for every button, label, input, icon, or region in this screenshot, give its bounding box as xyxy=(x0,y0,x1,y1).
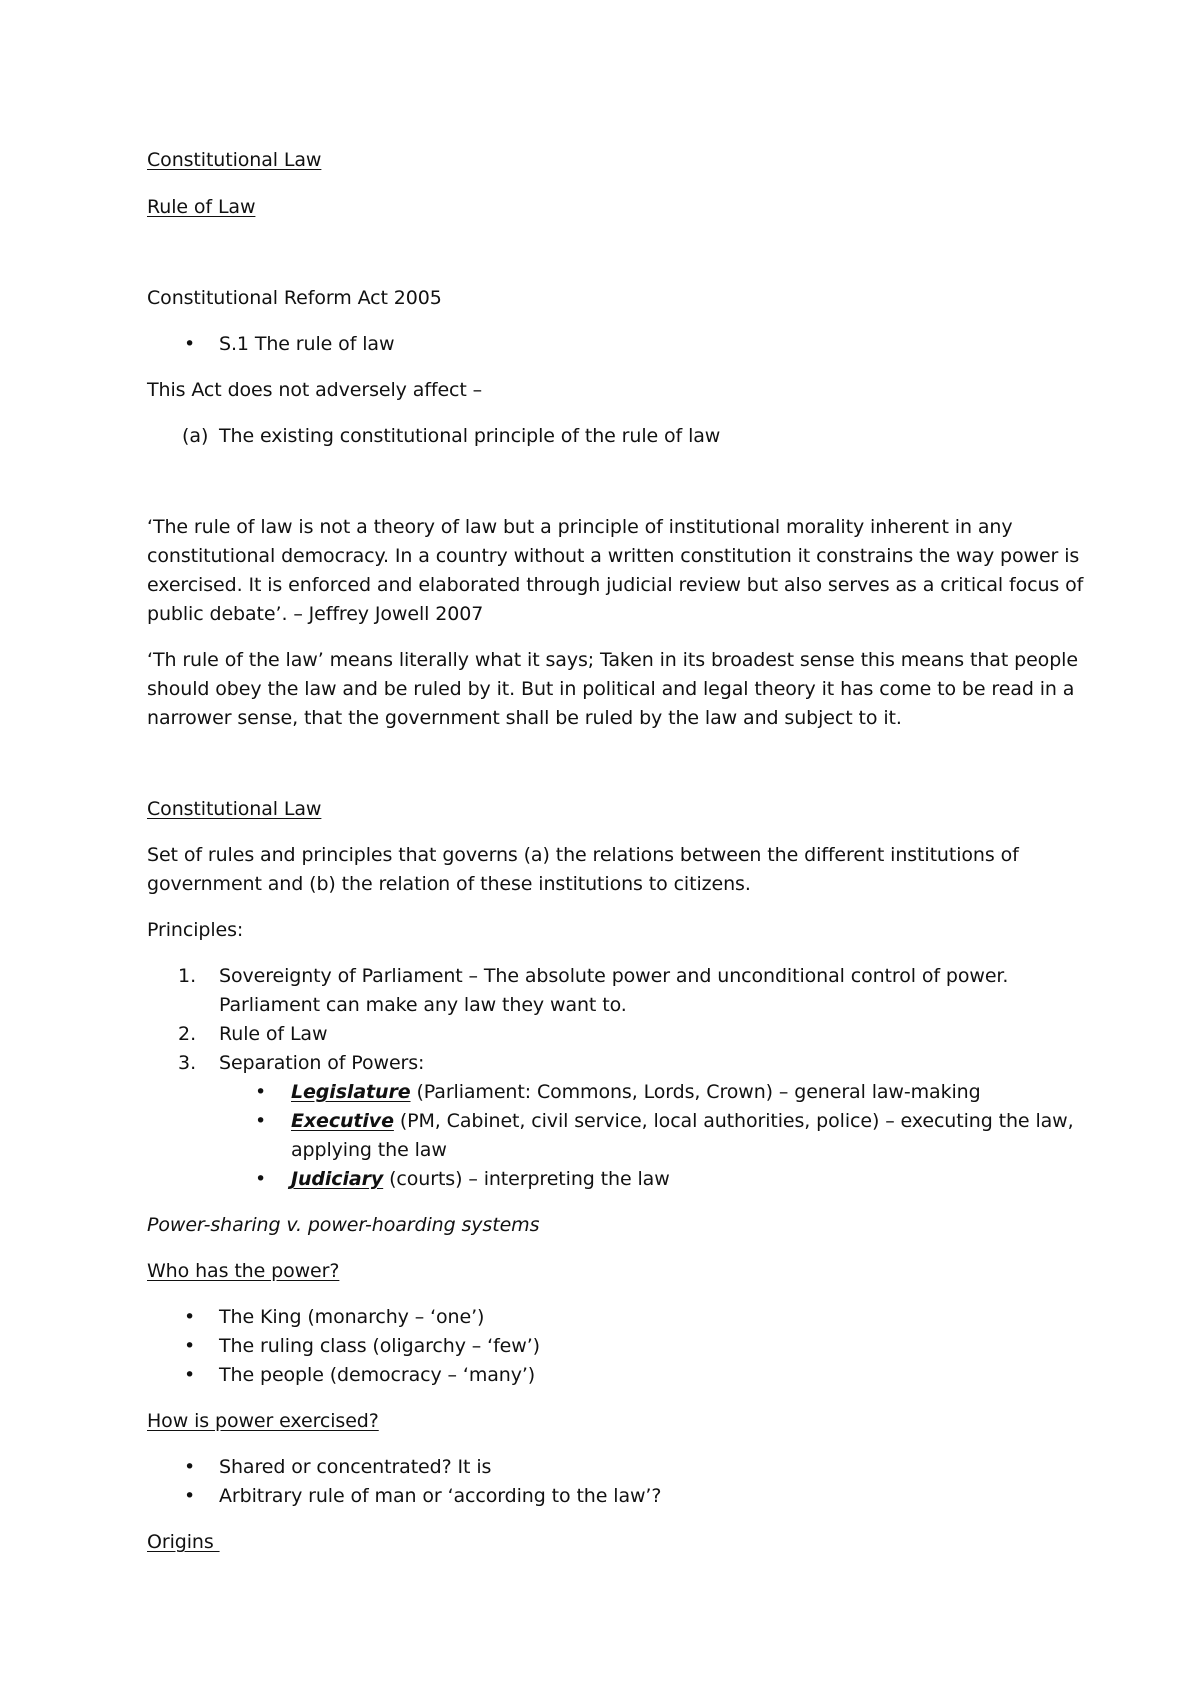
quote-jowell-line: ‘The rule of law is not a theory of law but a principle of institutional morality inherent in any xyxy=(147,516,1013,538)
bullet-icon: • xyxy=(184,1456,196,1478)
act-intro: This Act does not adversely affect – xyxy=(147,379,483,401)
act-item-text: The existing constitutional principle of the rule of law xyxy=(219,425,721,447)
bullet-icon: • xyxy=(255,1081,267,1103)
rule-of-law-definition-line: ‘Th rule of the law’ means literally what it says; Taken in its broadest sense this means that people xyxy=(147,649,1078,671)
who-list-item: The ruling class (oligarchy – ‘few’) xyxy=(219,1335,540,1357)
principle-number: 2. xyxy=(178,1023,197,1045)
rule-of-law-definition-line: should obey the law and be ruled by it. But in political and legal theory it has come to be read in a xyxy=(147,678,1075,700)
power-branch-description-continued: applying the law xyxy=(291,1139,447,1161)
power-branch-description: (courts) – interpreting the law xyxy=(383,1168,670,1190)
principle-number: 3. xyxy=(178,1052,197,1074)
how-list-item: Arbitrary rule of man or ‘according to the law’? xyxy=(219,1485,662,1507)
quote-jowell-line: public debate’. – Jeffrey Jowell 2007 xyxy=(147,603,484,625)
bullet-icon: • xyxy=(184,1306,196,1328)
section-heading-constitutional-law: Constitutional Law xyxy=(147,798,322,820)
principles-label: Principles: xyxy=(147,919,244,941)
power-branch-description: (PM, Cabinet, civil service, local authorities, police) – executing the law, xyxy=(393,1110,1074,1132)
bullet-icon: • xyxy=(255,1110,267,1132)
principle-number: 1. xyxy=(178,965,197,987)
who-list-item: The people (democracy – ‘many’) xyxy=(219,1364,536,1386)
rule-of-law-definition-line: narrower sense, that the government shall be ruled by the law and subject to it. xyxy=(147,707,902,729)
constitutional-law-definition-line: Set of rules and principles that governs (a) the relations between the different institutions of xyxy=(147,844,1019,866)
bullet-icon: • xyxy=(184,1485,196,1507)
power-branch-description: (Parliament: Commons, Lords, Crown) – general law-making xyxy=(410,1081,981,1103)
document-title: Constitutional Law xyxy=(147,149,322,171)
power-branch-term: Executive xyxy=(291,1110,394,1132)
systems-heading: Power-sharing v. power-hoarding systems xyxy=(147,1214,540,1236)
power-branch-term: Legislature xyxy=(291,1081,411,1103)
how-power-exercised-heading: How is power exercised? xyxy=(147,1410,379,1432)
power-branch-executive xyxy=(291,1109,1074,1133)
bullet-icon: • xyxy=(184,1335,196,1357)
principle-text: Parliament can make any law they want to. xyxy=(219,994,627,1016)
bullet-icon: • xyxy=(184,333,196,355)
who-list-item: The King (monarchy – ‘one’) xyxy=(219,1306,485,1328)
principle-text: Rule of Law xyxy=(219,1023,328,1045)
who-has-power-heading: Who has the power? xyxy=(147,1260,340,1282)
power-branch-term: Judiciary xyxy=(291,1168,384,1190)
act-item-marker: (a) xyxy=(182,425,209,447)
constitutional-law-definition-line: government and (b) the relation of these institutions to citizens. xyxy=(147,873,751,895)
act-section: S.1 The rule of law xyxy=(219,333,395,355)
power-branch-legislature xyxy=(291,1080,981,1104)
power-branch-judiciary xyxy=(291,1167,670,1191)
document-subtitle: Rule of Law xyxy=(147,196,256,218)
act-title: Constitutional Reform Act 2005 xyxy=(147,287,442,309)
how-list-item: Shared or concentrated? It is xyxy=(219,1456,492,1478)
principle-text: Sovereignty of Parliament – The absolute power and unconditional control of power. xyxy=(219,965,1009,987)
origins-heading: Origins xyxy=(147,1531,220,1553)
principle-text: Separation of Powers: xyxy=(219,1052,425,1074)
bullet-icon: • xyxy=(184,1364,196,1386)
bullet-icon: • xyxy=(255,1168,267,1190)
quote-jowell-line: constitutional democracy. In a country without a written constitution it constrains the way power is xyxy=(147,545,1080,567)
quote-jowell-line: exercised. It is enforced and elaborated through judicial review but also serves as a critical focus of xyxy=(147,574,1084,596)
